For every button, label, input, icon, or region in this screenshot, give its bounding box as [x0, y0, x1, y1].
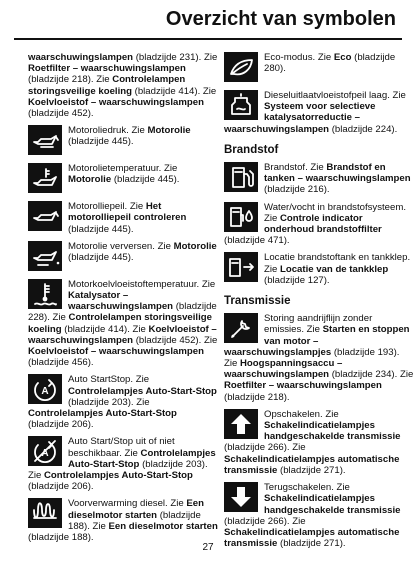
- symbol-description: Motorolliepeil. Zie Het motorolliepeil controleren (bladzijde 445).: [68, 201, 187, 235]
- symbol-description: Auto StartStop. Zie Controlelampjes Auto-Start-Stop (bladzijde 203). Zie Controlelampjes Auto-Start-Stop (bladzijde 206).: [28, 374, 217, 431]
- symbol-entry-auto-start-stop: [28, 374, 218, 430]
- oil-can-level-icon: [28, 125, 62, 155]
- coolant-temperature-icon: [28, 279, 62, 309]
- fuel-pump-icon: [224, 162, 258, 192]
- auto-start-stop-off-icon: [28, 436, 62, 466]
- symbol-description: Locatie brandstoftank en tankklep. Zie Locatie van de tankklep (bladzijde 127).: [264, 252, 411, 286]
- symbol-description: Storing aandrijflijn zonder emissies. Zie Starten en stoppen van motor – waarschuwingslampjes (bladzijde 193). Zie Hoogspanningsaccu – waarschuwingslampen (bladzijde 234). Zie Roetfilter – waarschuwingslampen (bladzijde 218).: [224, 313, 414, 403]
- symbol-entry-auto-start-stop-off: [28, 436, 218, 492]
- section-heading-brandstof: Brandstof: [224, 143, 279, 156]
- symbol-entry-oil-temp: [28, 163, 218, 195]
- symbol-description: Motorolie verversen. Zie Motorolie (bladzijde 445).: [68, 240, 217, 264]
- title-rule: [14, 38, 402, 40]
- symbol-entry-eco: [224, 52, 414, 84]
- water-in-fuel-icon: [224, 202, 258, 232]
- eco-mode-icon: [224, 52, 258, 82]
- arrow-up-icon: [224, 409, 258, 439]
- symbol-entry-fuel: [224, 162, 414, 196]
- symbol-entry-oil-pressure: [28, 201, 218, 235]
- symbol-entry-glow-plug: [28, 498, 218, 543]
- symbol-description: Dieseluitlaatvloeistofpeil laag. Zie Systeem voor selectieve katalysatorreductie – waarschuwingslampen (bladzijde 224).: [224, 90, 406, 135]
- symbol-description: Auto Start/Stop uit of niet beschikbaar. Zie Controlelampjes Auto-Start-Stop (bladzijde 203). Zie Controlelampjes Auto-Start-Stop (bladzijde 206).: [28, 436, 216, 493]
- symbol-entry-def-low: [224, 90, 414, 135]
- symbol-description: Motorkoelvloeistoftemperatuur. Zie Katalysator – waarschuwingslampen (bladzijde 228). Zie Controlelampen storingsveilige koeling (bladzijde 414). Zie Koelvloeistof – waarschuwingslampen (bladzijde 452). Zie Koelvloeistof – waarschuwingslampen (bladzijde 456).: [28, 278, 218, 369]
- arrow-down-icon: [224, 482, 258, 512]
- page-title: Overzicht van symbolen: [165, 8, 396, 30]
- symbol-description: Brandstof. Zie Brandstof en tanken – waarschuwingslampen (bladzijde 216).: [264, 162, 411, 196]
- glow-plug-icon: [28, 498, 62, 528]
- symbol-description: waarschuwingslampen (bladzijde 231). Zie Roetfilter – waarschuwingslampen (bladzijde 218). Zie Controlelampen storingsveilige koeling (bladzijde 414). Zie Koelvloeistof – waarschuwingslampen (bladzijde 452).: [28, 52, 218, 120]
- left-column: [28, 52, 218, 549]
- symbol-description: Motorolietemperatuur. Zie Motorolie (bladzijde 445).: [68, 163, 180, 186]
- symbol-description: Terugschakelen. Zie Schakelindicatielampjes handgeschakelde transmissie (bladzijde 266). Zie Schakelindicatielampjes automatische transmissie (bladzijde 271).: [224, 482, 401, 550]
- right-column: [224, 52, 414, 555]
- oil-can-icon: [28, 201, 62, 231]
- wrench-icon: [224, 313, 258, 343]
- symbol-entry-fuel-door: [224, 252, 414, 286]
- oil-can-change-icon: [28, 241, 62, 271]
- svg-text:A: A: [41, 448, 49, 460]
- symbol-entry-oil-level: [28, 125, 218, 157]
- symbol-description: Voorverwarming diesel. Zie Een dieselmotor starten (bladzijde 188). Zie Een dieselmotor starten (bladzijde 188).: [28, 498, 218, 544]
- symbol-description: Opschakelen. Zie Schakelindicatielampjes handgeschakelde transmissie (bladzijde 266). Zie Schakelindicatielampjes automatische transmissie (bladzijde 271).: [224, 408, 401, 476]
- symbol-entry-powertrain: [224, 313, 414, 403]
- symbol-entry-oil-change: [28, 241, 218, 273]
- page-number: 27: [202, 542, 214, 553]
- section-heading-transmissie: Transmissie: [224, 295, 291, 308]
- symbol-entry-water-in-fuel: [224, 202, 414, 247]
- oil-temperature-icon: [28, 163, 62, 193]
- symbol-description: Water/vocht in brandstofsysteem. Zie Controle indicator onderhoud brandstoffilter (bladzijde 471).: [224, 201, 407, 247]
- symbol-entry-upshift: [224, 409, 414, 476]
- diesel-exhaust-fluid-icon: [224, 90, 258, 120]
- symbol-entry-coolant-temp: [28, 279, 218, 369]
- symbol-description: Motoroliedruk. Zie Motorolie (bladzijde 445).: [68, 125, 191, 148]
- symbol-description: Eco-modus. Zie Eco (bladzijde 280).: [264, 52, 396, 75]
- symbol-entry-downshift: [224, 482, 414, 549]
- fuel-door-location-icon: [224, 252, 258, 282]
- svg-text:A: A: [41, 386, 49, 398]
- auto-start-stop-icon: [28, 374, 62, 404]
- symbol-entry-cont: [28, 52, 218, 119]
